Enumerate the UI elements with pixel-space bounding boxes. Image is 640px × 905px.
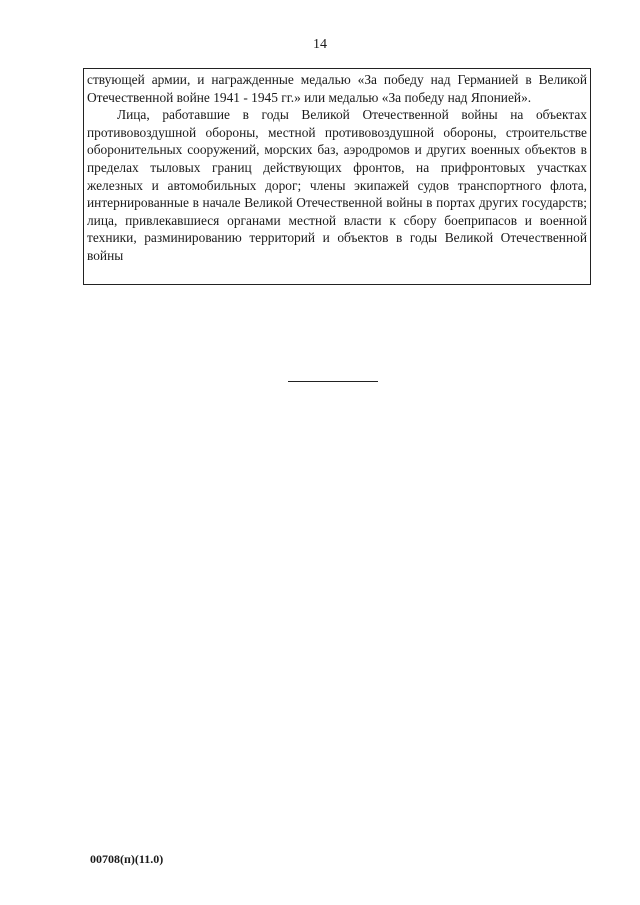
paragraph-continuation: ствующей армии, и награжденные медалью «За победу над Германией в Великой Отечественной войне 1941 - 1945 гг.» или медалью «За победу над Японией».	[87, 72, 587, 105]
document-code: 00708(п)(11.0)	[90, 852, 164, 866]
paragraph-workers: Лица, работавшие в годы Великой Отечественной войны на объектах противовоздушной обороны, местной противовоздушной обороны, строительстве оборонительных сооружений, морских баз, аэродромов и других военных объектов в пределах тыловых границ действующих фронтов, на прифронтовых участках железных и автомобильных дорог; члены экипажей судов транспортного флота, интернированные в начале Великой Отечественной войны в портах других государств; лица, привлекавшиеся органами местной власти к сбору боеприпасов и военной техники, разминированию территорий и объектов в годы Великой Отечественной войны	[87, 107, 587, 263]
separator-line	[288, 381, 378, 382]
page-number: 14	[313, 37, 327, 52]
text-box	[83, 68, 591, 285]
